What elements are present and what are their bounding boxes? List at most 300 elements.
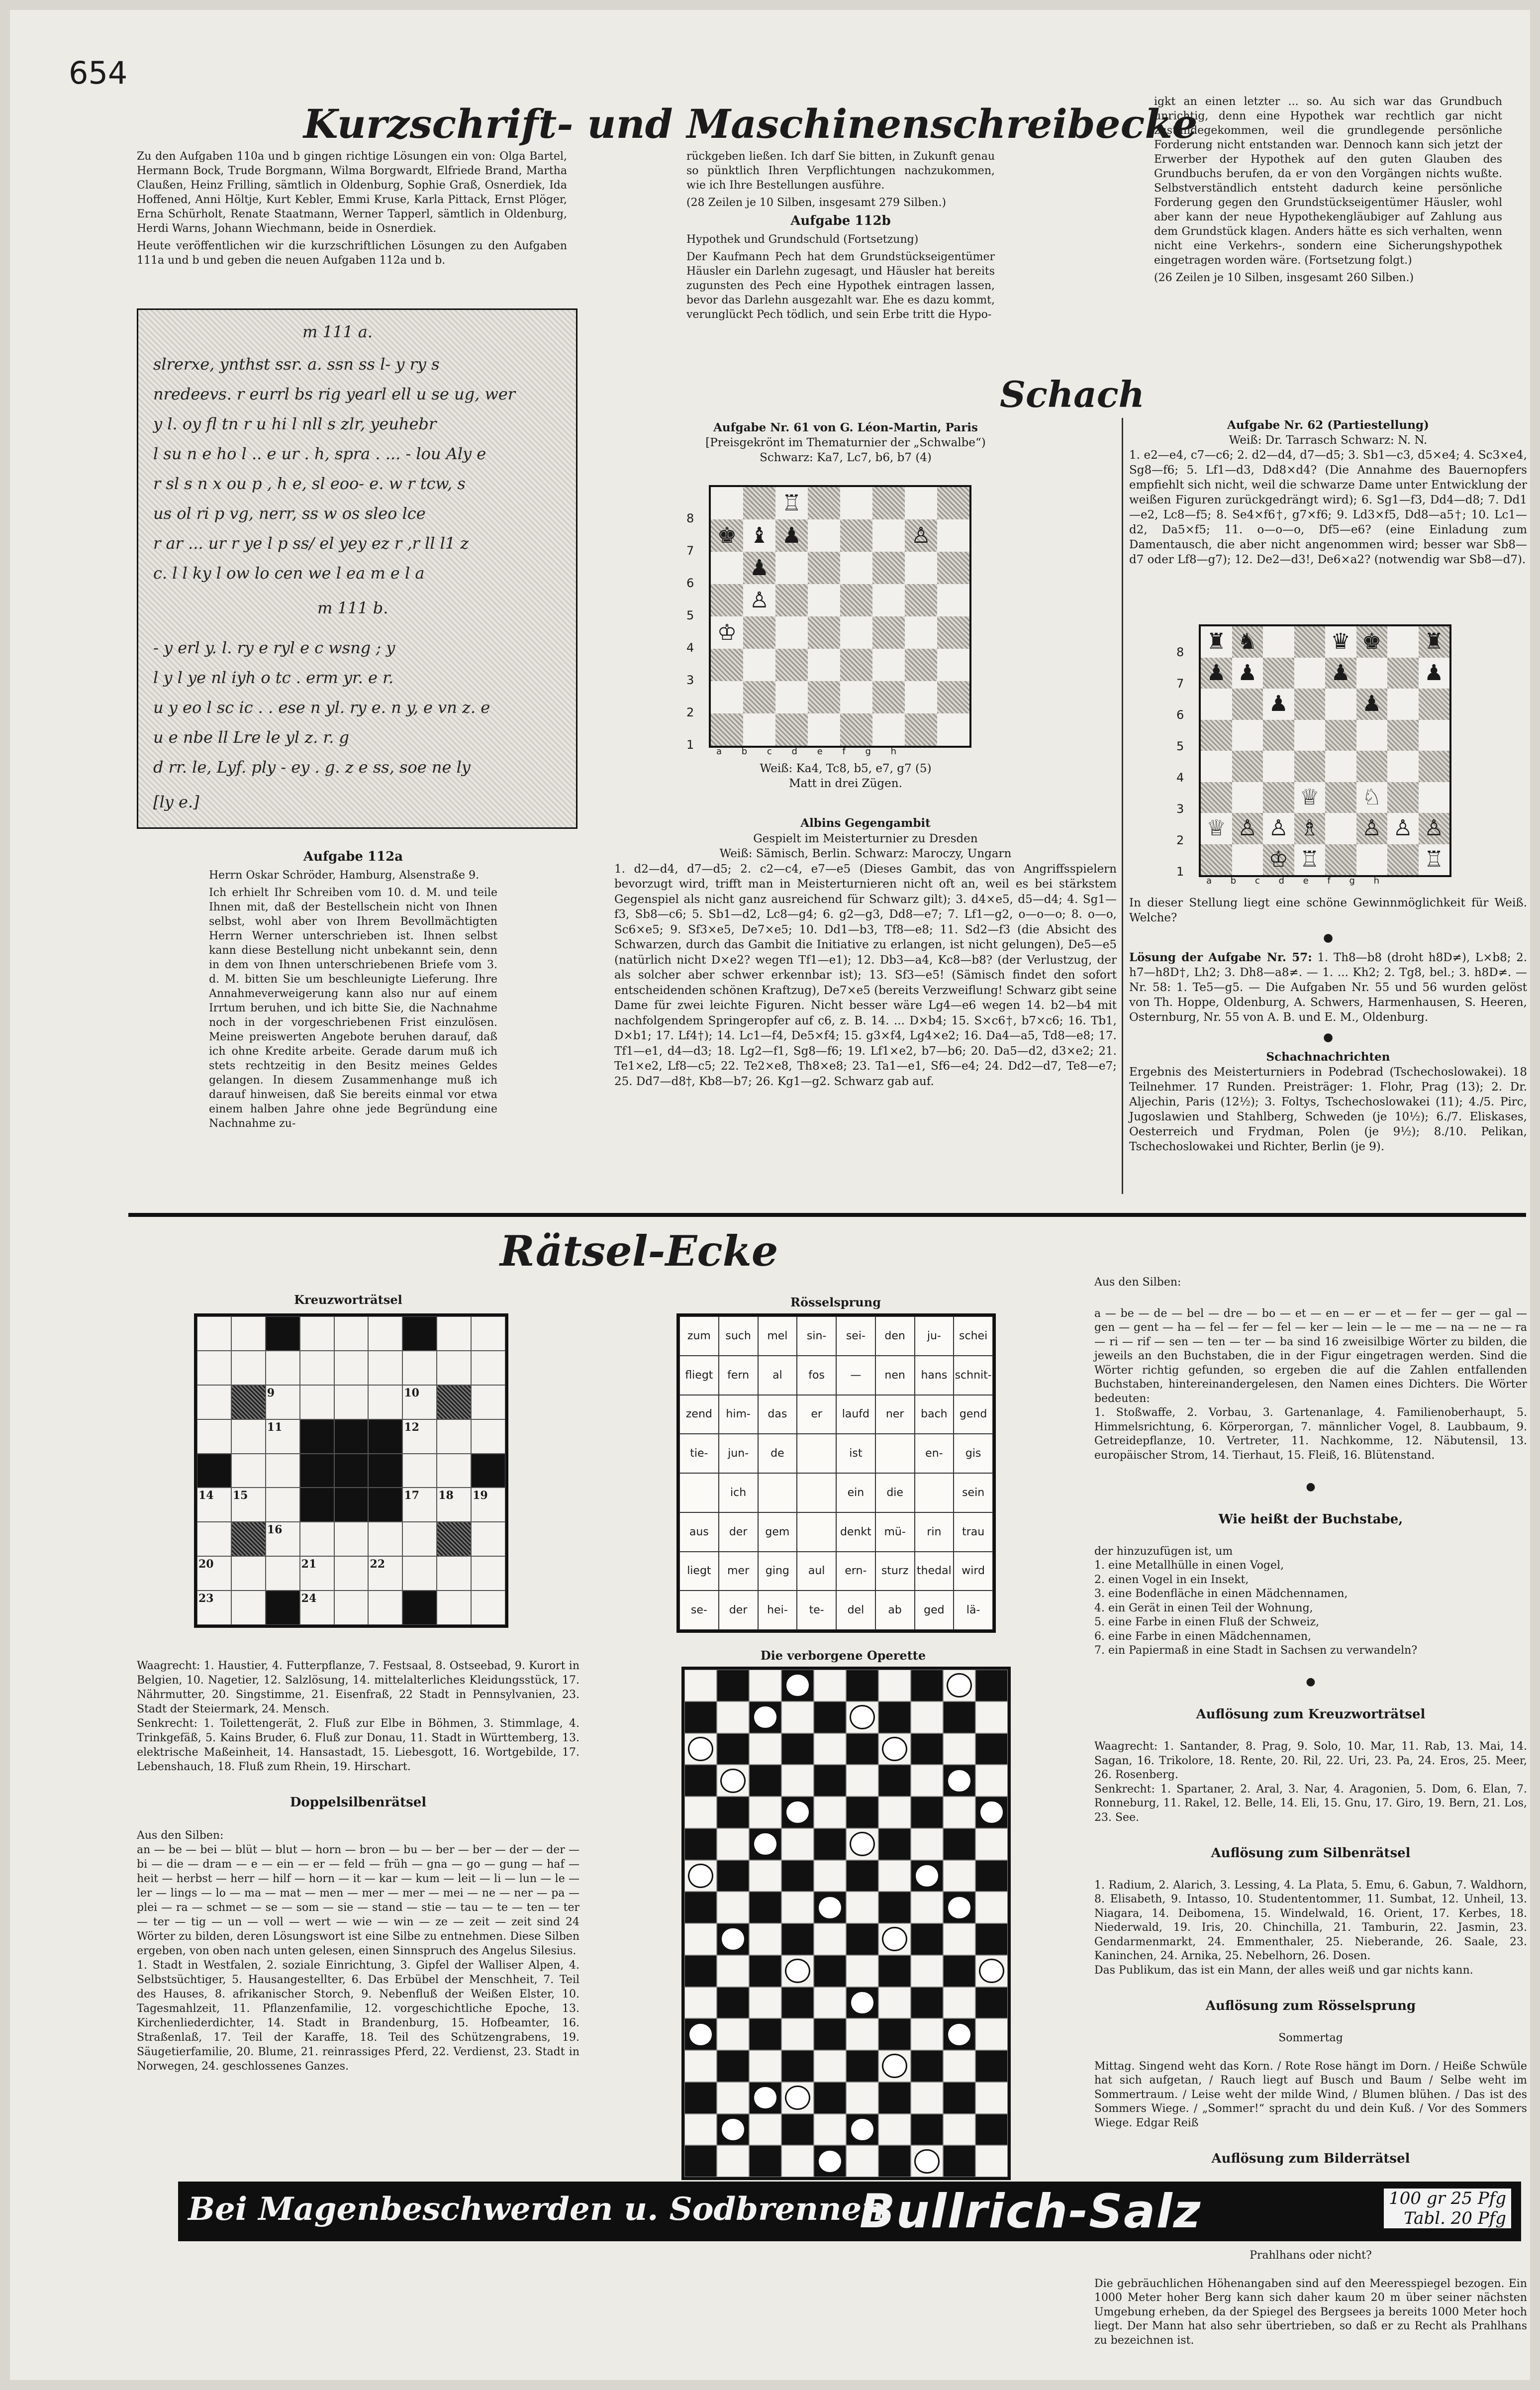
chess-piece-rook-icon: ♖	[781, 490, 802, 516]
chess-square	[775, 552, 808, 584]
roessel-cell: mer	[719, 1552, 758, 1591]
operette-cell	[781, 1923, 814, 1955]
hand-line: nredeevs. r eurrl bs rig yearl ell u se ug, wer	[153, 385, 516, 403]
chess-square	[1263, 689, 1294, 720]
roessel-cell: das	[758, 1395, 797, 1434]
schach-title: Schach	[1000, 373, 1145, 415]
chess-square	[1294, 720, 1326, 751]
kreuz-heading: Kreuzworträtsel	[294, 1293, 402, 1307]
rank-label: 5	[1176, 739, 1184, 753]
raetsel-title: Rätsel-Ecke	[500, 1226, 778, 1276]
chess-square	[1294, 751, 1326, 782]
crossword-cell	[437, 1419, 471, 1454]
roessel-cell: ab	[875, 1591, 915, 1630]
problem61-white: Weiß: Ka4, Tc8, b5, e7, g7 (5)	[760, 762, 932, 775]
crossword-cell	[300, 1351, 334, 1385]
crossword-cell	[334, 1385, 369, 1419]
chess-piece-pawn-icon: ♟	[1331, 660, 1350, 686]
roessel-cell: er	[797, 1395, 836, 1434]
shorthand-image	[137, 308, 578, 829]
operette-cell	[975, 2145, 1008, 2177]
schach-right-lower	[1129, 896, 1527, 1194]
crossword-black	[266, 1591, 300, 1625]
chess-piece-rook-icon: ♜	[1206, 629, 1226, 655]
roessel-cell: liegt	[679, 1552, 719, 1591]
operette-cell	[943, 1987, 975, 2019]
operette-cell	[846, 1828, 878, 1860]
hand-line: r ar ... ur r ye l p ss/ el yey ez r ,r ll l1 z	[153, 534, 469, 553]
rank-label: 6	[686, 576, 694, 590]
roessel-cell: ein	[836, 1473, 875, 1512]
crossword-number: 19	[473, 1489, 488, 1502]
operette-disc-icon	[753, 2086, 777, 2110]
chess-square	[937, 649, 969, 681]
operette-cell	[749, 2050, 781, 2082]
chess-square	[1419, 626, 1450, 658]
hand-line: [ly e.]	[153, 793, 199, 811]
crossword-cell	[300, 1591, 334, 1625]
operette-cell	[846, 1955, 878, 1987]
roessel-cell: al	[758, 1356, 797, 1395]
chess-square	[1419, 689, 1450, 720]
crossword-star	[368, 1419, 402, 1454]
roessel-cell: hei-	[758, 1591, 797, 1630]
operette-cell	[943, 1860, 975, 1892]
operette-cell	[814, 2082, 846, 2114]
chess-square	[1201, 813, 1232, 844]
operette-cell	[684, 2114, 717, 2146]
chess-square	[711, 487, 743, 519]
operette-cell	[878, 1796, 911, 1828]
chess-square	[1356, 689, 1388, 720]
chess-square	[711, 681, 743, 713]
chess-square	[808, 584, 840, 616]
crossword-cell	[471, 1351, 505, 1385]
roessel-cell: schnit-	[954, 1356, 993, 1395]
chess-square	[808, 487, 840, 519]
roessel-cell: fos	[797, 1356, 836, 1395]
roessel-grid	[676, 1313, 996, 1633]
operette-cell	[814, 1733, 846, 1765]
crossword-cell	[197, 1488, 231, 1522]
chess-square	[711, 584, 743, 616]
operette-cell	[846, 2050, 878, 2082]
board61-files: a b c d e f g h	[716, 746, 897, 757]
chess-square	[743, 552, 775, 584]
roessel-cell: laufd	[836, 1395, 875, 1434]
chess-square	[1232, 626, 1263, 658]
aufl-denk-text: Die gebräuchlichen Höhenangaben sind auf den Meeresspiegel bezogen. Ein 1000 Meter hoher Berg kann sich daher kaum 20 m über seiner nächsten Umgebung erheben, da der Spiegel des Bergsees ja bereits 1000 Meter hoch liegt. Der Mann hat also sehr übertrieben, so daß er zu Recht als Prahlhans zu bezeichnen ist.	[1094, 2277, 1527, 2347]
operette-cell	[781, 1860, 814, 1892]
chess-piece-rook-icon: ♖	[1300, 846, 1320, 872]
crossword-number: 20	[198, 1558, 214, 1571]
steno-col1	[137, 149, 567, 294]
operette-disc-icon	[850, 2117, 874, 2142]
chess-piece-king-icon: ♚	[717, 522, 737, 548]
chess-piece-king-icon: ♔	[717, 619, 737, 645]
operette-cell	[717, 1733, 749, 1765]
chess-square	[905, 649, 937, 681]
operette-cell	[684, 1923, 717, 1955]
ad-price-2: Tabl. 20 Pfg	[1404, 2208, 1506, 2228]
operette-cell	[781, 1796, 814, 1828]
crossword-number: 22	[370, 1558, 385, 1571]
operette-cell	[781, 1670, 814, 1701]
operette-disc-icon	[979, 1800, 1004, 1824]
operette-cell	[975, 1923, 1008, 1955]
chess-square	[1232, 782, 1263, 813]
operette-disc-icon	[947, 2022, 971, 2047]
aufl-roessel-sub: Sommertag	[1278, 2031, 1343, 2044]
operette-cell	[911, 1765, 943, 1796]
operette-cell	[781, 1765, 814, 1796]
roessel-cell: fern	[719, 1356, 758, 1395]
roessel-cell: en-	[915, 1434, 954, 1473]
kreuz-clues: Waagrecht: 1. Haustier, 4. Futterpflanze, 7. Festsaal, 8. Ostseebad, 9. Kurort in Belgien, 10. Nagetier, 12. Salzlösung, 14. mittelalterliches Kleidungsstück, 17. Nährmutter, 20. Singstimme, 21. Eisenfraß, 22 Stadt in Pennsylvanien, 23. Stadt der Steiermark, 24. Mensch. Senkrecht: 1. Toilettengerät, 2. Fluß zur Elbe in Böhmen, 3. Stimmlage, 4. Trinkgefäß, 5. Kains Bruder, 6. Fluß zur Donau, 11. Stadt in Württemberg, 13. elektrische Maßeinheit, 14. Hansastadt, 15. Liebesgott, 16. Wortgebilde, 17. Lebenshauch, 18. Fluß zum Rhein, 19. Hirschart.	[137, 1660, 579, 1773]
steno-col2-p2: (28 Zeilen je 10 Silben, insgesamt 279 Silben.)	[686, 197, 947, 209]
operette-cell	[943, 2050, 975, 2082]
albin-subtitle: Gespielt im Meisterturnier zu Dresden	[753, 832, 978, 845]
crossword-cell	[197, 1556, 231, 1591]
chess-piece-pawn-icon: ♟	[781, 522, 802, 548]
operette-disc-icon	[720, 2117, 745, 2142]
crossword-number: 10	[404, 1386, 419, 1399]
operette-cell	[749, 1796, 781, 1828]
chess-square	[937, 519, 969, 552]
operette-cell	[975, 1987, 1008, 2019]
aufl-roessel-heading: Auflösung zum Rösselsprung	[1205, 1998, 1416, 2013]
chess-square	[1263, 658, 1294, 689]
chess-square	[840, 519, 872, 552]
crossword-cell	[266, 1419, 300, 1454]
operette-cell	[781, 2145, 814, 2177]
chess-square	[1387, 813, 1419, 844]
roessel-cell: tie-	[679, 1434, 719, 1473]
crossword-cell	[402, 1556, 437, 1591]
chess-square	[743, 713, 775, 746]
operette-cell	[878, 1860, 911, 1892]
roessel-cell: ged	[915, 1591, 954, 1630]
crossword-cell	[334, 1556, 369, 1591]
chess-square	[743, 519, 775, 552]
board62-ranks	[1176, 637, 1184, 888]
operette-cell	[781, 2018, 814, 2050]
aufgabe-112a-heading: Aufgabe 112a	[303, 849, 403, 864]
chess-square	[1263, 844, 1294, 876]
operette-cell	[684, 1828, 717, 1860]
hand-line: u y eo l sc ic . . ese n yl. ry e. n y, e vn z. e	[153, 698, 490, 717]
roessel-cell: sin-	[797, 1316, 836, 1356]
chess-square	[840, 552, 872, 584]
operette-cell	[911, 2082, 943, 2114]
operette-cell	[911, 2114, 943, 2146]
chess-square	[937, 713, 969, 746]
roessel-cell: del	[836, 1591, 875, 1630]
roessel-cell: ern-	[836, 1552, 875, 1591]
operette-disc-icon	[720, 1927, 745, 1951]
operette-cell	[781, 1955, 814, 1987]
operette-cell	[814, 1701, 846, 1733]
operette-cell	[846, 1701, 878, 1733]
chess-square	[808, 713, 840, 746]
operette-cell	[781, 1701, 814, 1733]
chess-square	[872, 487, 905, 519]
operette-cell	[684, 1860, 717, 1892]
roessel-heading: Rösselsprung	[790, 1295, 881, 1309]
operette-cell	[878, 1670, 911, 1701]
chess-square	[1325, 782, 1356, 813]
operette-cell	[846, 2114, 878, 2146]
crossword-cell	[300, 1522, 334, 1556]
chess-square	[937, 487, 969, 519]
chess-square	[937, 552, 969, 584]
crossword-cell	[402, 1385, 437, 1419]
steno-col2-p1: rückgeben ließen. Ich darf Sie bitten, in Zukunft genau so pünktlich Ihren Verpflichtungen nachzukommen, wie ich Ihre Bestellungen ausführe.	[686, 150, 995, 192]
operette-cell	[684, 2018, 717, 2050]
rank-label: 2	[1176, 833, 1184, 847]
operette-cell	[684, 1955, 717, 1987]
operette-disc-icon	[882, 2054, 907, 2078]
operette-cell	[717, 1987, 749, 2019]
roessel-cell: ging	[758, 1552, 797, 1591]
steno-col3-p1: igkt an einen letzter ... so. Au sich war das Grundbuch unrichtig, denn eine Hypothek war rechtlich gar nicht zustandegekommen, weil die grundlegende persönliche Forderung nicht entstanden war. Dennoch kann sich jetzt der Erwerber der Hypothek auf den guten Glauben des Grundbuchs berufen, da er von den Vorgängen nichts wußte. Selbstverständlich entsteht dadurch keine persönliche Forderung gegen den Grundstückseigentümer Häusler, wohl aber kann der neue Hypothekengläubiger auf Zahlung aus dem Grundstück klagen. Anders hätte es sich verhalten, wenn nicht eine Verkehrs-, sondern eine Sicherungshypothek eingetragen worden wäre. (Fortsetzung folgt.)	[1154, 96, 1502, 267]
crossword-cell	[368, 1591, 402, 1625]
crossword-cell	[471, 1316, 505, 1351]
loesung-text: 1. Th8—b8 (droht h8D≠), L×b8; 2. h7—h8D†, Lh2; 3. Dh8—a8≠. — 1. ... Kh2; 2. Tg8, bel.; 3. h8D≠. — Nr. 58: 1. Te5—g5. — Die Aufgaben Nr. 55 und 56 wurden gelöst von Th. Hoppe, Oldenburg, A. Schwers, Harmenhausen, S. Heeren, Osternburg, Nr. 55 von A. B. und E. M., Oldenburg.	[1129, 951, 1528, 1024]
roessel-cell: ner	[875, 1395, 915, 1434]
crossword-star	[300, 1454, 334, 1488]
operette-cell	[717, 2082, 749, 2114]
operette-cell	[975, 1733, 1008, 1765]
operette-cell	[846, 1733, 878, 1765]
crossword-cell	[197, 1316, 231, 1351]
chess-square	[711, 616, 743, 649]
crossword-cell	[437, 1351, 471, 1385]
chess-square	[1232, 658, 1263, 689]
crossword-cell	[266, 1522, 300, 1556]
operette-cell	[749, 1892, 781, 1923]
roessel-cell: ju-	[915, 1316, 954, 1356]
chess-square	[775, 519, 808, 552]
silben-heading: Aus den Silben:	[1094, 1276, 1181, 1289]
crossword-cell	[266, 1351, 300, 1385]
roessel-cell	[875, 1434, 915, 1473]
chess-piece-queen-icon: ♛	[1331, 629, 1350, 655]
chess-piece-pawn-icon: ♟	[1206, 660, 1226, 686]
operette-disc-icon	[688, 1864, 713, 1888]
operette-grid	[681, 1667, 1011, 2180]
operette-cell	[814, 1765, 846, 1796]
bullet-divider: ●	[1323, 931, 1334, 944]
operette-cell	[911, 1828, 943, 1860]
crossword-cell	[231, 1316, 266, 1351]
chess-square	[775, 713, 808, 746]
steno-col3-p2: (26 Zeilen je 10 Silben, insgesamt 260 Silben.)	[1154, 272, 1414, 284]
operette-cell	[878, 1987, 911, 2019]
crossword-star	[300, 1488, 334, 1522]
chess-square	[743, 649, 775, 681]
chess-square	[1294, 782, 1326, 813]
chess-piece-pawn-icon: ♟	[1238, 660, 1257, 686]
chess-square	[1387, 720, 1419, 751]
rank-label: 7	[1176, 677, 1184, 691]
operette-disc-icon	[850, 1705, 874, 1729]
roessel-cell: der	[719, 1591, 758, 1630]
roessel-cell: sei-	[836, 1316, 875, 1356]
roessel-cell: ich	[719, 1473, 758, 1512]
crossword-cell	[231, 1419, 266, 1454]
chess-square	[1201, 751, 1232, 782]
operette-cell	[878, 1892, 911, 1923]
operette-disc-icon	[720, 1769, 745, 1793]
crossword-cell	[437, 1556, 471, 1591]
doppel-heading: Doppelsilbenrätsel	[289, 1795, 427, 1810]
operette-cell	[814, 1923, 846, 1955]
aufgabe-112b-heading: Aufgabe 112b	[790, 213, 891, 228]
chess-square	[905, 584, 937, 616]
chess-piece-pawn-icon: ♙	[749, 587, 770, 613]
operette-cell	[846, 1987, 878, 2019]
chess-square	[1419, 844, 1450, 876]
roessel-cell: mel	[758, 1316, 797, 1356]
problem61-title: Aufgabe Nr. 61 von G. Léon-Martin, Paris	[713, 421, 978, 434]
operette-cell	[975, 1955, 1008, 1987]
chess-piece-pawn-icon: ♙	[1268, 815, 1288, 841]
operette-disc-icon	[785, 2086, 810, 2110]
schachnachrichten-heading: Schachnachrichten	[1266, 1050, 1390, 1064]
chess-square	[1263, 813, 1294, 844]
crossword-black	[266, 1316, 300, 1351]
chess-square	[743, 616, 775, 649]
operette-cell	[814, 1796, 846, 1828]
operette-cell	[943, 1701, 975, 1733]
roessel-cell	[797, 1473, 836, 1512]
crossword-number: 14	[198, 1489, 214, 1502]
operette-cell	[717, 1765, 749, 1796]
operette-cell	[846, 1860, 878, 1892]
operette-cell	[943, 1765, 975, 1796]
operette-cell	[846, 2018, 878, 2050]
chess-square	[1201, 782, 1232, 813]
chess-square	[775, 584, 808, 616]
operette-cell	[749, 1765, 781, 1796]
problem61-black: Schwarz: Ka7, Lc7, b6, b7 (4)	[760, 451, 932, 464]
chess-square	[937, 616, 969, 649]
operette-cell	[717, 1701, 749, 1733]
operette-cell	[911, 1733, 943, 1765]
crossword-cell	[402, 1351, 437, 1385]
crossword-hatched	[437, 1522, 471, 1556]
operette-cell	[943, 2145, 975, 2177]
roessel-cell	[758, 1473, 797, 1512]
roessel-cell: de	[758, 1434, 797, 1473]
crossword-cell	[471, 1591, 505, 1625]
chess-piece-queen-icon: ♕	[1206, 815, 1226, 841]
crossword-cell	[231, 1591, 266, 1625]
hand-line: l su n e ho l .. e ur . h, spra . ... - lou Aly e	[153, 444, 486, 463]
operette-disc-icon	[785, 1673, 810, 1697]
chess-square	[1232, 751, 1263, 782]
operette-cell	[911, 2050, 943, 2082]
operette-cell	[975, 2082, 1008, 2114]
roessel-cell: gis	[954, 1434, 993, 1473]
chess-board-62	[1199, 624, 1451, 877]
steno-col1-p1: Zu den Aufgaben 110a und b gingen richtige Lösungen ein von: Olga Bartel, Hermann Bock, Trude Borgmann, Wilma Borgwardt, Elfriede Brand, Martha Claußen, Heinz Frilling, sämtlich in Oldenburg, Sophie Graß, Osnerdiek, Ida Hoffened, Anni Höltje, Kurt Kebler, Emmi Kruse, Karla Pittack, Ernst Plöger, Erna Schürholt, Renate Staatmann, Werner Tapperl, sämtlich in Oldenburg, Herdi Warns, Johann Wiechmann, beide in Osnerdiek.	[137, 150, 567, 235]
crossword-number: 24	[301, 1592, 317, 1605]
chess-square	[1232, 689, 1263, 720]
problem61-header	[647, 420, 1045, 480]
operette-cell	[878, 2145, 911, 2177]
operette-cell	[943, 2114, 975, 2146]
roessel-cell	[797, 1512, 836, 1552]
chess-piece-queen-icon: ♕	[1300, 784, 1320, 810]
chess-square	[905, 616, 937, 649]
crossword-cell	[300, 1556, 334, 1591]
roessel-cell: rin	[915, 1512, 954, 1552]
chess-square	[905, 487, 937, 519]
operette-cell	[878, 2114, 911, 2146]
operette-cell	[911, 1796, 943, 1828]
operette-cell	[717, 2050, 749, 2082]
chess-square	[1232, 813, 1263, 844]
chess-square	[872, 584, 905, 616]
operette-cell	[975, 1701, 1008, 1733]
operette-cell	[943, 1733, 975, 1765]
chess-square	[872, 649, 905, 681]
operette-disc-icon	[947, 1769, 971, 1793]
bullet-divider: ●	[1306, 1480, 1316, 1493]
operette-cell	[781, 1828, 814, 1860]
operette-cell	[911, 1987, 943, 2019]
chess-square	[775, 649, 808, 681]
chess-square	[1263, 626, 1294, 658]
steno-col2b-p2: Der Kaufmann Pech hat dem Grundstückseigentümer Häusler ein Darlehn zugesagt, und Häusler hat bereits zugunsten des Pech eine Hypothek eintragen lassen, bevor das Darlehn ausgezahlt war. Ehe es dazu kommt, verunglückt Pech tödlich, und sein Erbe tritt die Hypo-	[686, 251, 995, 321]
problem61-task: Matt in drei Zügen.	[789, 777, 902, 790]
operette-disc-icon	[850, 1832, 874, 1856]
operette-disc-icon	[947, 1895, 971, 1920]
roessel-cell: gend	[954, 1395, 993, 1434]
chess-square	[840, 584, 872, 616]
roessel-cell: lä-	[954, 1591, 993, 1630]
chess-square	[1201, 658, 1232, 689]
operette-cell	[781, 1733, 814, 1765]
operette-cell	[717, 1670, 749, 1701]
operette-disc-icon	[882, 1737, 907, 1761]
roessel-cell: such	[719, 1316, 758, 1356]
crossword-cell	[437, 1454, 471, 1488]
operette-cell	[717, 1796, 749, 1828]
chess-square	[937, 681, 969, 713]
hand-line: m 111 a.	[302, 322, 373, 341]
chess-square	[840, 616, 872, 649]
crossword-cell	[471, 1522, 505, 1556]
roessel-cell: schei	[954, 1316, 993, 1356]
chess-square	[1294, 813, 1326, 844]
crossword-number: 11	[267, 1420, 283, 1434]
crossword-black	[402, 1316, 437, 1351]
roessel-cell: —	[836, 1356, 875, 1395]
operette-cell	[878, 1765, 911, 1796]
operette-disc-icon	[914, 1864, 939, 1888]
chess-square	[1325, 751, 1356, 782]
roessel-cell: den	[875, 1316, 915, 1356]
hand-line: us ol ri p vg, nerr, ss w os sleo lce	[153, 504, 426, 523]
chess-square	[1356, 626, 1388, 658]
chess-square	[1419, 751, 1450, 782]
chess-piece-knight-icon: ♘	[1362, 784, 1382, 810]
chess-piece-pawn-icon: ♙	[1393, 815, 1413, 841]
operette-cell	[943, 1796, 975, 1828]
